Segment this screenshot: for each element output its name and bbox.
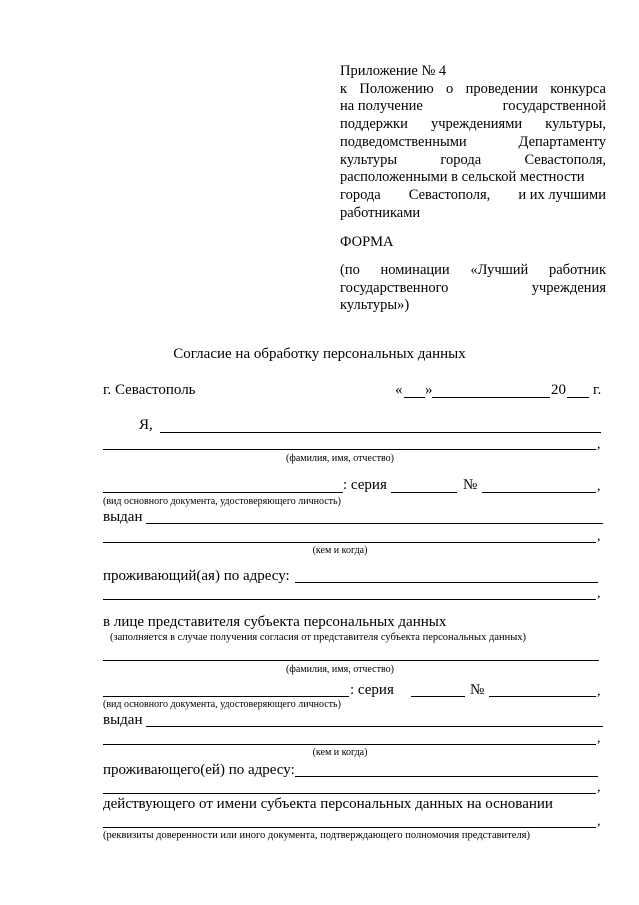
comma: , xyxy=(597,529,601,544)
header-line-4 xyxy=(340,134,606,152)
issued-field-1[interactable] xyxy=(146,523,603,524)
header-line-7 xyxy=(340,187,606,205)
city-label: г. Севастополь xyxy=(103,382,196,398)
year-field[interactable] xyxy=(567,397,589,398)
header-word: культуры xyxy=(340,152,398,168)
issued-field-2[interactable] xyxy=(103,542,596,543)
header-line-6: расположенными в сельской местности xyxy=(340,169,585,185)
nomination-line-2 xyxy=(340,280,606,298)
number-label: № xyxy=(463,477,478,493)
comma: , xyxy=(597,479,601,494)
header-word: проведении xyxy=(465,81,538,97)
address-field-1[interactable] xyxy=(295,582,598,583)
address-label: проживающий(ая) по адресу: xyxy=(103,568,290,584)
header-word: Севастополя, xyxy=(408,187,491,203)
issued-label: выдан xyxy=(103,509,143,525)
address-field-2[interactable] xyxy=(103,599,596,600)
header-word: государственной xyxy=(502,98,606,114)
comma: , xyxy=(597,780,601,795)
header-word: Севастополя, xyxy=(524,152,606,168)
issued-caption: (кем и когда) xyxy=(312,545,368,556)
representative-note: (заполняется в случае получения согласия от представителя субъекта персональных данных) xyxy=(110,632,527,643)
rep-issued-field-2[interactable] xyxy=(103,744,596,745)
nomination-word: работник xyxy=(548,262,606,278)
header-word: подведомственными xyxy=(340,134,467,150)
nomination-word: (по xyxy=(340,262,360,278)
header-line-8: работниками xyxy=(340,205,421,221)
header-word: к xyxy=(340,81,348,97)
rep-number-label: № xyxy=(470,682,485,698)
rep-fio-field[interactable] xyxy=(103,660,599,661)
header-word: Департаменту xyxy=(518,134,606,150)
header-word: культуры, xyxy=(545,116,606,132)
rep-series-label: : серия xyxy=(350,682,394,698)
header-word: на получение xyxy=(340,98,423,114)
document-title: Согласие на обработку персональных данных xyxy=(173,346,466,362)
comma: , xyxy=(597,437,601,452)
nomination-word: учреждения xyxy=(531,280,606,296)
header-word: Положению xyxy=(359,81,434,97)
comma: , xyxy=(597,814,601,829)
i-label: Я, xyxy=(139,417,153,433)
comma: , xyxy=(597,731,601,746)
appendix-number: Приложение № 4 xyxy=(340,63,447,79)
rep-issued-caption: (кем и когда) xyxy=(312,747,368,758)
header-word: города xyxy=(340,187,381,203)
representative-label: в лице представителя субъекта персональных данных xyxy=(103,614,447,630)
doc-caption: (вид основного документа, удостоверяющего личность) xyxy=(103,496,341,507)
series-field[interactable] xyxy=(391,492,457,493)
year-prefix: 20 xyxy=(551,382,566,398)
date-open-quote: « xyxy=(395,382,403,398)
rep-series-field[interactable] xyxy=(411,696,465,697)
acting-label: действующего от имени субъекта персональных данных на основании xyxy=(103,796,553,812)
header-word: поддержки xyxy=(340,116,408,132)
year-suffix: г. xyxy=(593,382,602,398)
comma: , xyxy=(597,586,601,601)
header-word: и их лучшими xyxy=(518,187,606,203)
nomination-line-3: культуры») xyxy=(340,297,410,313)
doc-type-field[interactable] xyxy=(103,492,343,493)
date-close-quote: » xyxy=(425,382,433,398)
rep-address-label: проживающего(ей) по адресу: xyxy=(103,762,295,778)
series-label: : серия xyxy=(343,477,387,493)
header-line-3 xyxy=(340,116,606,134)
fio-field-2[interactable] xyxy=(103,449,596,450)
number-field[interactable] xyxy=(482,492,596,493)
rep-issued-field-1[interactable] xyxy=(146,726,603,727)
rep-doc-type-field[interactable] xyxy=(103,696,349,697)
rep-issued-label: выдан xyxy=(103,712,143,728)
fio-field-1[interactable] xyxy=(160,432,601,433)
rep-number-field[interactable] xyxy=(489,696,596,697)
nomination-word: номинации xyxy=(380,262,450,278)
day-field[interactable] xyxy=(404,397,425,398)
rep-address-field-2[interactable] xyxy=(103,793,596,794)
header-word: города xyxy=(440,152,482,168)
nomination-word: государственного xyxy=(340,280,449,296)
month-field[interactable] xyxy=(432,397,550,398)
header-word: о xyxy=(445,81,454,97)
header-line-2 xyxy=(340,98,606,116)
rep-doc-caption: (вид основного документа, удостоверяющего личность) xyxy=(103,699,341,710)
header-line-5 xyxy=(340,152,606,170)
header-word: конкурса xyxy=(550,81,606,97)
rep-address-field-1[interactable] xyxy=(295,776,598,777)
rep-fio-caption: (фамилия, имя, отчество) xyxy=(286,664,394,675)
nomination-word: «Лучший xyxy=(470,262,529,278)
power-document-field[interactable] xyxy=(103,827,596,828)
header-word: учреждениями xyxy=(430,116,523,132)
fio-caption: (фамилия, имя, отчество) xyxy=(286,453,394,464)
power-document-caption: (реквизиты доверенности или иного документа, подтверждающего полномочия представителя) xyxy=(103,830,530,841)
form-label: ФОРМА xyxy=(340,234,394,250)
nomination-line-1 xyxy=(340,262,606,280)
comma: , xyxy=(597,684,601,699)
header-line-1 xyxy=(340,81,606,99)
